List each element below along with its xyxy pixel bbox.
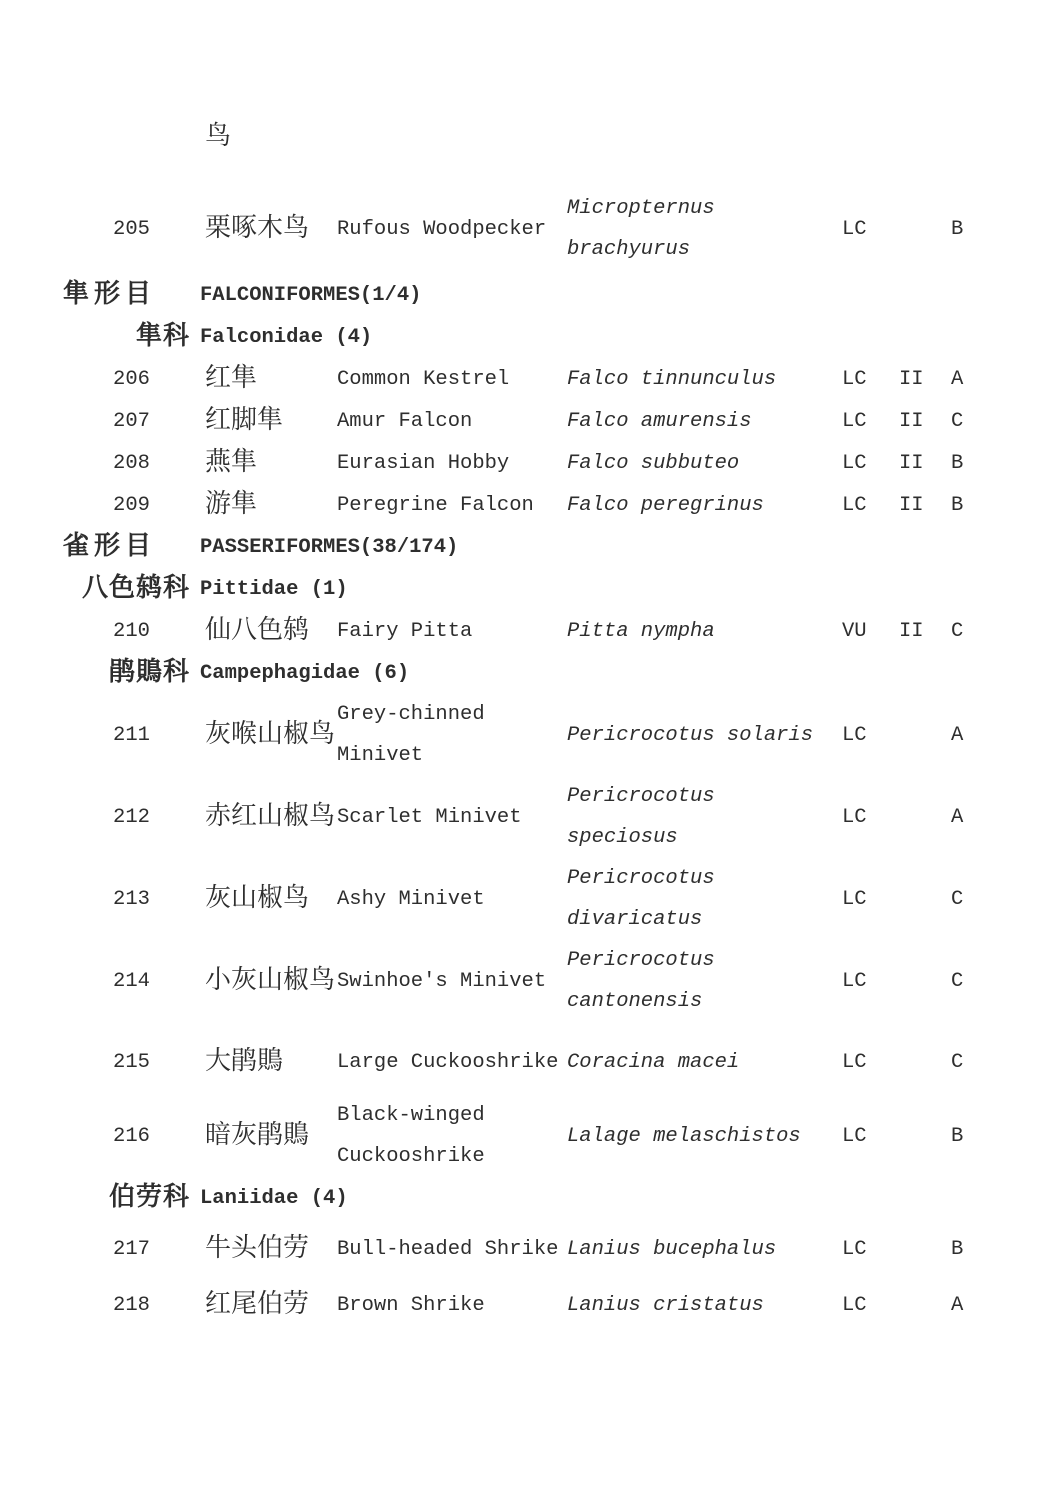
species-number: 206	[113, 367, 150, 391]
cites-appendix: II	[899, 493, 924, 517]
residency-code: C	[951, 409, 964, 433]
species-number: 213	[113, 887, 150, 911]
family-header-row	[63, 568, 975, 610]
residency-code: B	[951, 1237, 964, 1261]
cites-appendix	[895, 1284, 943, 1326]
chinese-name: 燕隼	[205, 447, 258, 478]
residency-code: B	[951, 1124, 964, 1148]
species-number: 217	[113, 1237, 150, 1261]
order-latin-name: PASSERIFORMES(38/174)	[200, 535, 459, 559]
table-row	[63, 442, 975, 484]
family-header-row	[63, 1177, 975, 1219]
iucn-status: LC	[842, 969, 867, 993]
scientific-name: Falco subbuteo	[567, 451, 740, 475]
residency-code: B	[951, 493, 964, 517]
family-latin-name: Falconidae (4)	[200, 325, 373, 349]
iucn-status: LC	[842, 805, 867, 829]
chinese-name: 牛头伯劳	[205, 1233, 310, 1264]
species-number: 211	[113, 723, 150, 747]
english-name: Peregrine Falcon	[337, 493, 534, 517]
cites-appendix	[895, 776, 943, 858]
iucn-status: LC	[842, 451, 867, 475]
english-name: Grey-chinned Minivet	[337, 703, 485, 767]
scientific-name: Pericrocotus cantonensis	[567, 949, 715, 1013]
scientific-name: Lanius cristatus	[567, 1293, 764, 1317]
residency-code: A	[951, 1293, 964, 1317]
order-chinese-name: 隼形目	[63, 279, 157, 310]
species-number: 209	[113, 493, 150, 517]
species-number: 207	[113, 409, 150, 433]
family-header-row	[63, 652, 975, 694]
chinese-name: 大鹃鵙	[205, 1046, 284, 1077]
species-list-table	[63, 116, 975, 1326]
chinese-name: 红隼	[205, 363, 258, 394]
cites-appendix	[895, 858, 943, 940]
species-number: 216	[113, 1124, 150, 1148]
species-number: 208	[113, 451, 150, 475]
english-name: Brown Shrike	[337, 1293, 485, 1317]
cites-appendix	[895, 940, 943, 1022]
scientific-name: Pericrocotus divaricatus	[567, 867, 715, 931]
iucn-status: LC	[842, 409, 867, 433]
residency-code: C	[951, 1050, 964, 1074]
order-latin-name: FALCONIFORMES(1/4)	[200, 283, 422, 307]
order-chinese-name: 雀形目	[63, 531, 157, 562]
table-row	[63, 1095, 975, 1177]
chinese-name: 灰山椒鸟	[205, 883, 310, 914]
table-row	[63, 858, 975, 940]
table-row	[63, 1228, 975, 1270]
english-name: Common Kestrel	[337, 367, 510, 391]
iucn-status: LC	[842, 1293, 867, 1317]
species-number: 214	[113, 969, 150, 993]
chinese-name: 赤红山椒鸟	[205, 801, 336, 832]
scientific-name: Coracina macei	[567, 1050, 740, 1074]
english-name: Scarlet Minivet	[337, 805, 522, 829]
table-row	[63, 776, 975, 858]
scientific-name: Pitta nympha	[567, 619, 715, 643]
chinese-name: 仙八色鸫	[205, 615, 310, 646]
cites-appendix: II	[899, 451, 924, 475]
iucn-status: LC	[842, 887, 867, 911]
table-row	[63, 484, 975, 526]
cites-appendix	[895, 1095, 943, 1177]
cites-appendix	[895, 1041, 943, 1083]
english-name: Swinhoe's Minivet	[337, 969, 547, 993]
species-number	[63, 116, 200, 158]
table-row	[63, 1041, 975, 1083]
iucn-status: LC	[842, 1237, 867, 1261]
residency-code: A	[951, 805, 964, 829]
residency-code: A	[951, 367, 964, 391]
chinese-name: 游隼	[205, 489, 258, 520]
table-row	[63, 940, 975, 1022]
chinese-name: 红尾伯劳	[205, 1289, 310, 1320]
iucn-status: VU	[842, 619, 867, 643]
english-name: Fairy Pitta	[337, 619, 473, 643]
residency-code: B	[951, 451, 964, 475]
order-header-row	[63, 274, 975, 316]
iucn-status: LC	[842, 493, 867, 517]
table-row-continuation	[63, 116, 975, 158]
iucn-status: LC	[842, 723, 867, 747]
chinese-name: 红脚隼	[205, 405, 284, 436]
english-name: Ashy Minivet	[337, 887, 485, 911]
species-number: 215	[113, 1050, 150, 1074]
table-row	[63, 358, 975, 400]
scientific-name: Falco peregrinus	[567, 493, 764, 517]
english-name: Eurasian Hobby	[337, 451, 510, 475]
family-header-row	[63, 316, 975, 358]
scientific-name: Falco tinnunculus	[567, 367, 777, 391]
residency-code: C	[951, 619, 964, 643]
cites-appendix: II	[899, 619, 924, 643]
family-latin-name: Laniidae (4)	[200, 1186, 348, 1210]
family-latin-name: Campephagidae (6)	[200, 661, 410, 685]
table-row	[63, 610, 975, 652]
cites-appendix: II	[899, 367, 924, 391]
scientific-name: Micropternus brachyurus	[567, 197, 715, 261]
family-chinese-name: 八色鸫科	[81, 573, 190, 604]
residency-code: C	[951, 969, 964, 993]
scientific-name: Pericrocotus speciosus	[567, 785, 715, 849]
scientific-name: Falco amurensis	[567, 409, 752, 433]
iucn-status: LC	[842, 1124, 867, 1148]
english-name: Rufous Woodpecker	[337, 217, 547, 241]
table-row	[63, 1284, 975, 1326]
cites-appendix: II	[899, 409, 924, 433]
species-number: 205	[113, 217, 150, 241]
table-row	[63, 694, 975, 776]
chinese-name: 小灰山椒鸟	[205, 965, 336, 996]
cites-appendix	[895, 1228, 943, 1270]
family-chinese-name: 伯劳科	[108, 1182, 190, 1213]
family-chinese-name: 隼科	[135, 321, 190, 352]
chinese-name-continuation: 鸟	[205, 121, 232, 152]
scientific-name: Pericrocotus solaris	[567, 723, 814, 747]
family-latin-name: Pittidae (1)	[200, 577, 348, 601]
scientific-name: Lalage melaschistos	[567, 1124, 801, 1148]
iucn-status: LC	[842, 367, 867, 391]
chinese-name: 灰喉山椒鸟	[205, 719, 336, 750]
residency-code: C	[951, 887, 964, 911]
family-chinese-name: 鹃鵙科	[108, 657, 190, 688]
iucn-status: LC	[842, 1050, 867, 1074]
chinese-name: 栗啄木鸟	[205, 213, 310, 244]
order-header-row	[63, 526, 975, 568]
table-row	[63, 400, 975, 442]
table-row	[63, 188, 975, 270]
english-name: Amur Falcon	[337, 409, 473, 433]
scientific-name: Lanius bucephalus	[567, 1237, 777, 1261]
species-number: 218	[113, 1293, 150, 1317]
cites-appendix	[895, 694, 943, 776]
species-number: 210	[113, 619, 150, 643]
residency-code: B	[951, 217, 964, 241]
iucn-status: LC	[842, 217, 867, 241]
english-name: Large Cuckooshrike	[337, 1050, 559, 1074]
english-name: Bull-headed Shrike	[337, 1237, 559, 1261]
species-number: 212	[113, 805, 150, 829]
cites-appendix	[895, 188, 943, 270]
chinese-name: 暗灰鹃鵙	[205, 1120, 310, 1151]
residency-code: A	[951, 723, 964, 747]
english-name: Black-winged Cuckooshrike	[337, 1104, 485, 1168]
